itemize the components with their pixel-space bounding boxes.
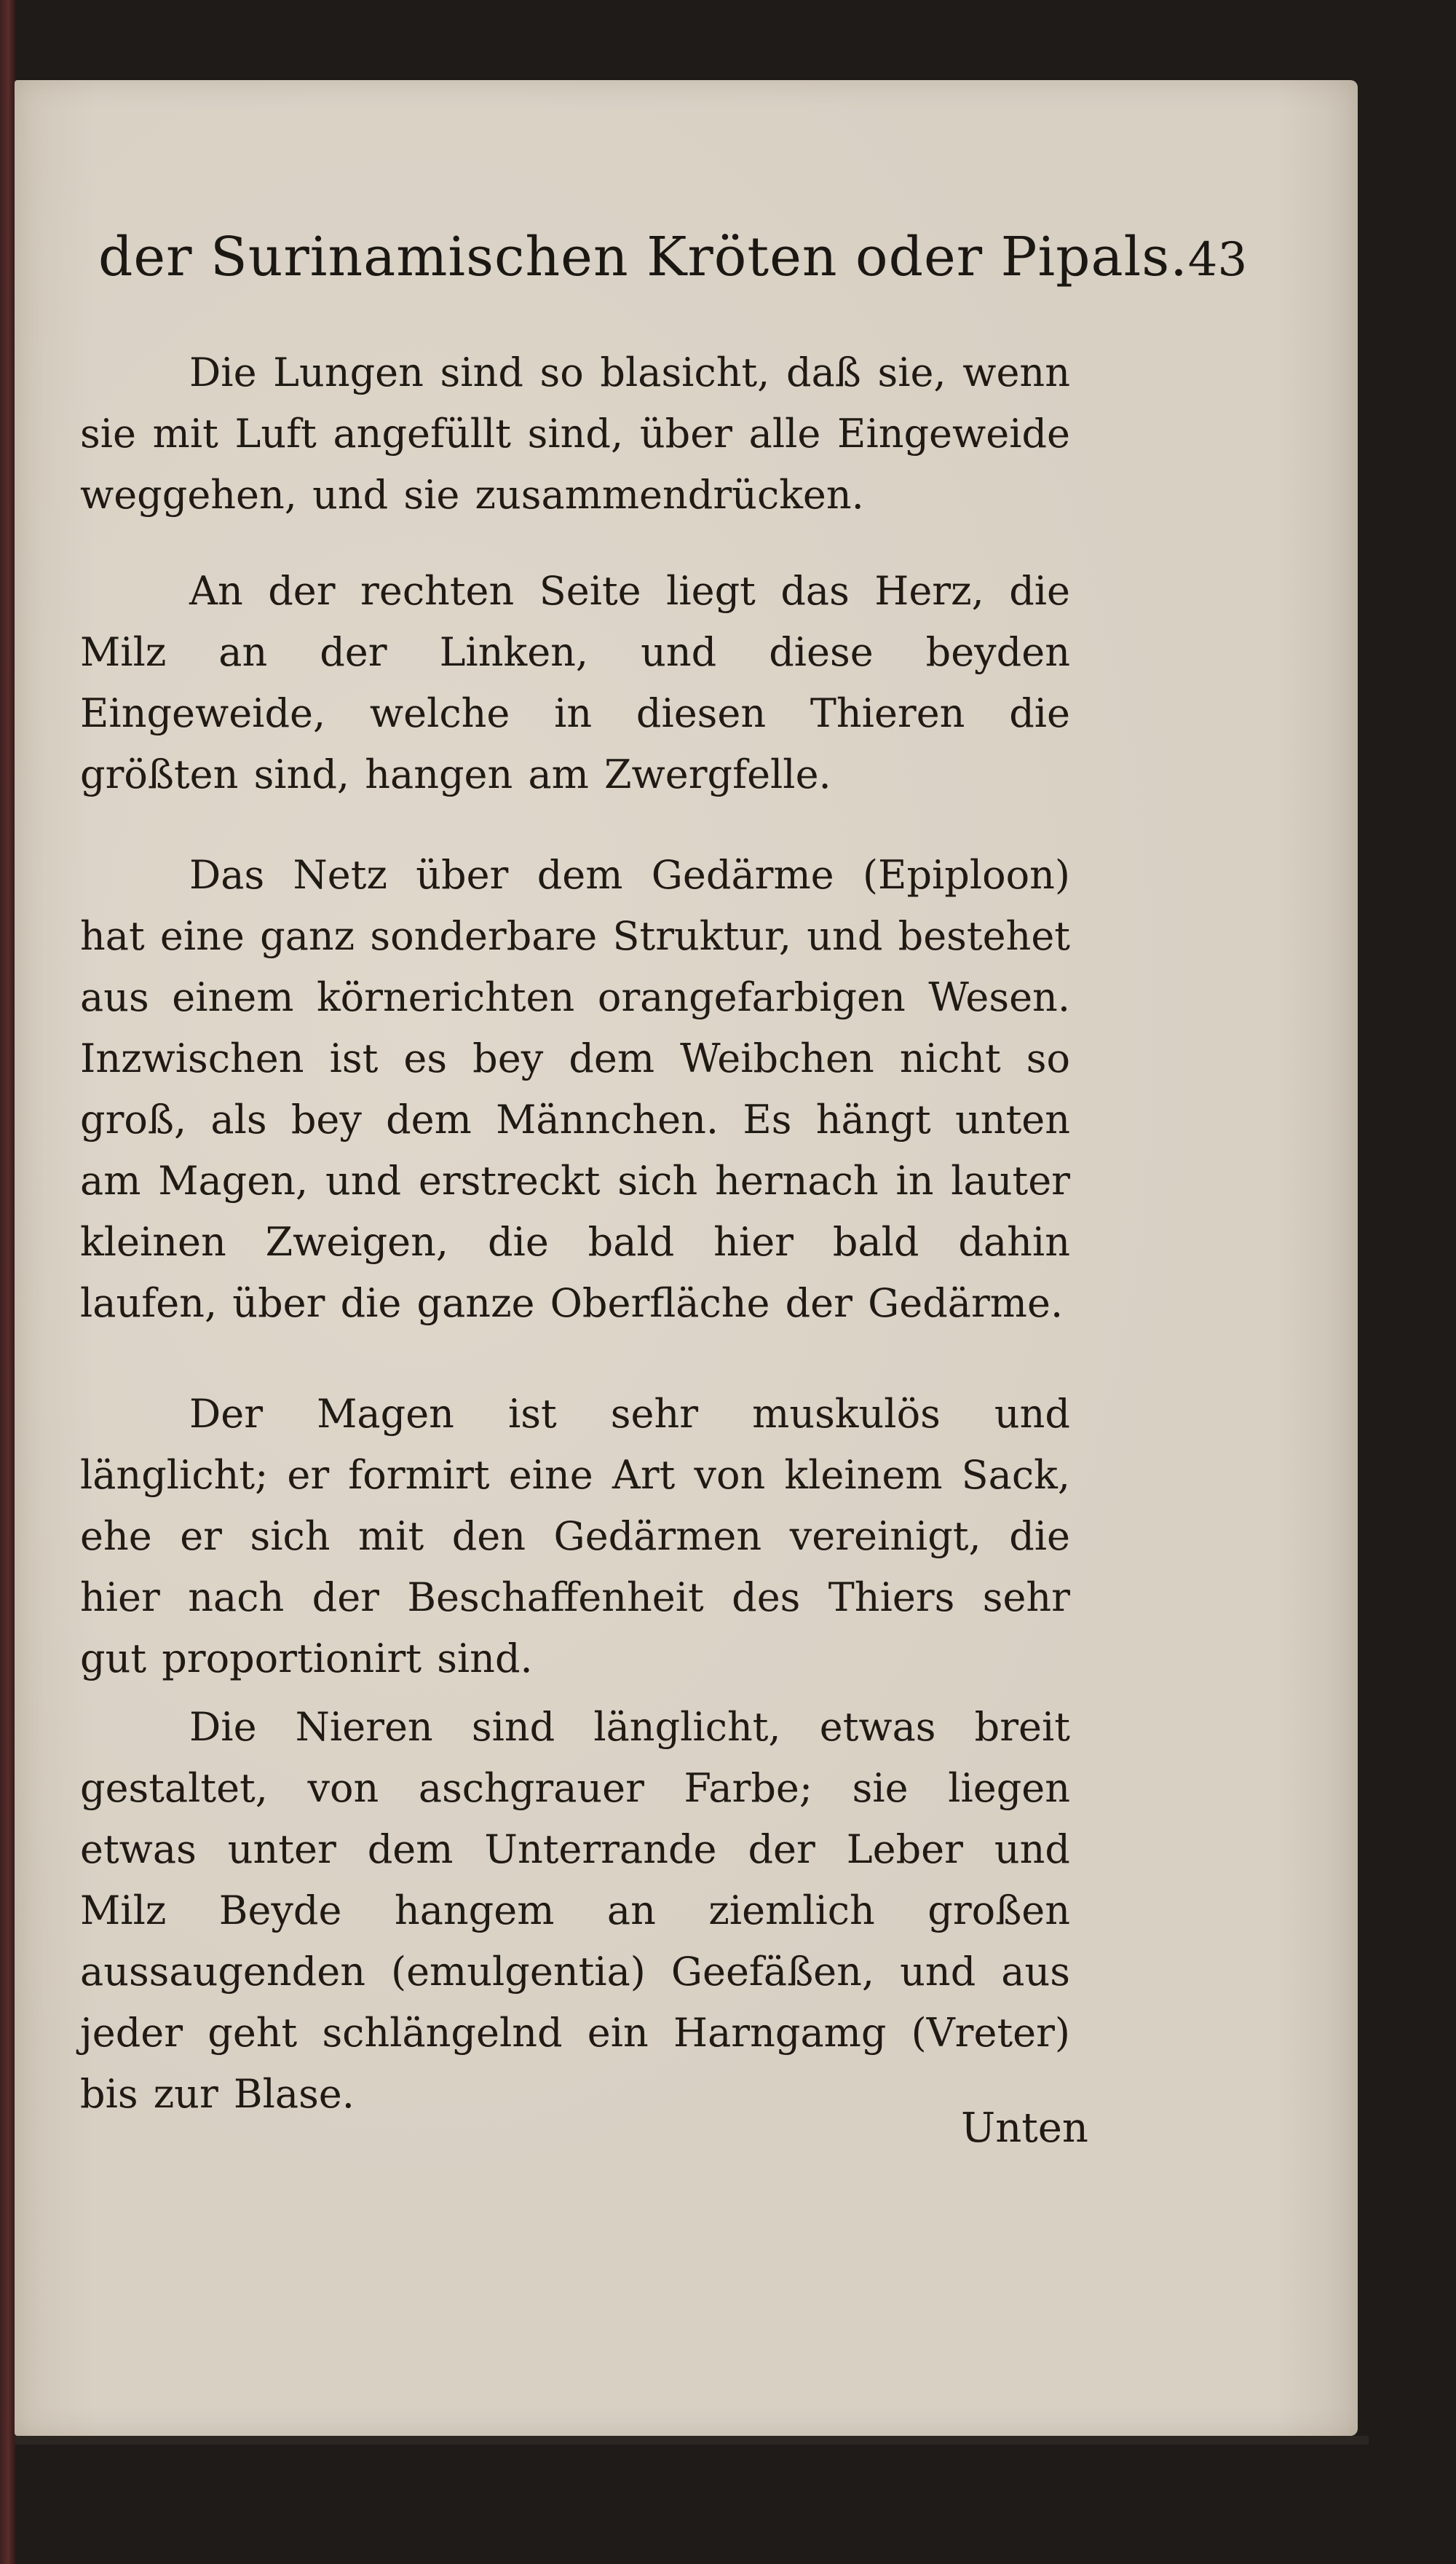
paragraph-magen: Der Magen ist sehr muskulös und länglicht; er formirt eine Art von kleinem Sack, ehe er sich mit den Gedärmen vereinigt, die hier nach der Beschaffenheit des Thiers sehr gut proportionirt sind. — [80, 1391, 1070, 1681]
page-number: 43 — [1187, 233, 1248, 287]
running-title: der Surinamischen Kröten oder Pipals. — [98, 226, 1188, 288]
page-edge — [15, 2436, 1369, 2445]
paragraph-nieren: Die Nieren sind länglicht, etwas breit gestaltet, von aschgrauer Farbe; sie liegen etwas unter dem Unterrande der Leber und Milz Beyde hangem an ziemlich großen aussaugenden (emulgentia) Geefäßen, und aus jeder geht schlängelnd ein Harngamg (Vreter) bis zur Blase. — [80, 1704, 1070, 2117]
catchword: Unten — [961, 2105, 1088, 2152]
paragraph-lungen: Die Lungen sind so blasicht, daß sie, wenn sie mit Luft angefüllt sind, über alle Eingeweide weggehen, und sie zusammendrücken. — [80, 350, 1070, 518]
page-header — [98, 226, 1248, 306]
book-binding — [0, 0, 16, 2564]
paragraph-herz: An der rechten Seite liegt das Herz, die Milz an der Linken, und diese beyden Eingeweide, welche in diesen Thieren die größten sind, hangen am Zwergfelle. — [80, 568, 1070, 797]
paragraph-netz: Das Netz über dem Gedärme (Epiploon) hat eine ganz sonderbare Struktur, und bestehet aus einem körnerichten orangefarbigen Wesen. Inzwischen ist es bey dem Weibchen nicht so groß, als bey dem Männchen. Es hängt unten am Magen, und erstreckt sich hernach in lauter kleinen Zweigen, die bald hier bald dahin laufen, über die ganze Oberfläche der Gedärme. — [80, 852, 1070, 1326]
